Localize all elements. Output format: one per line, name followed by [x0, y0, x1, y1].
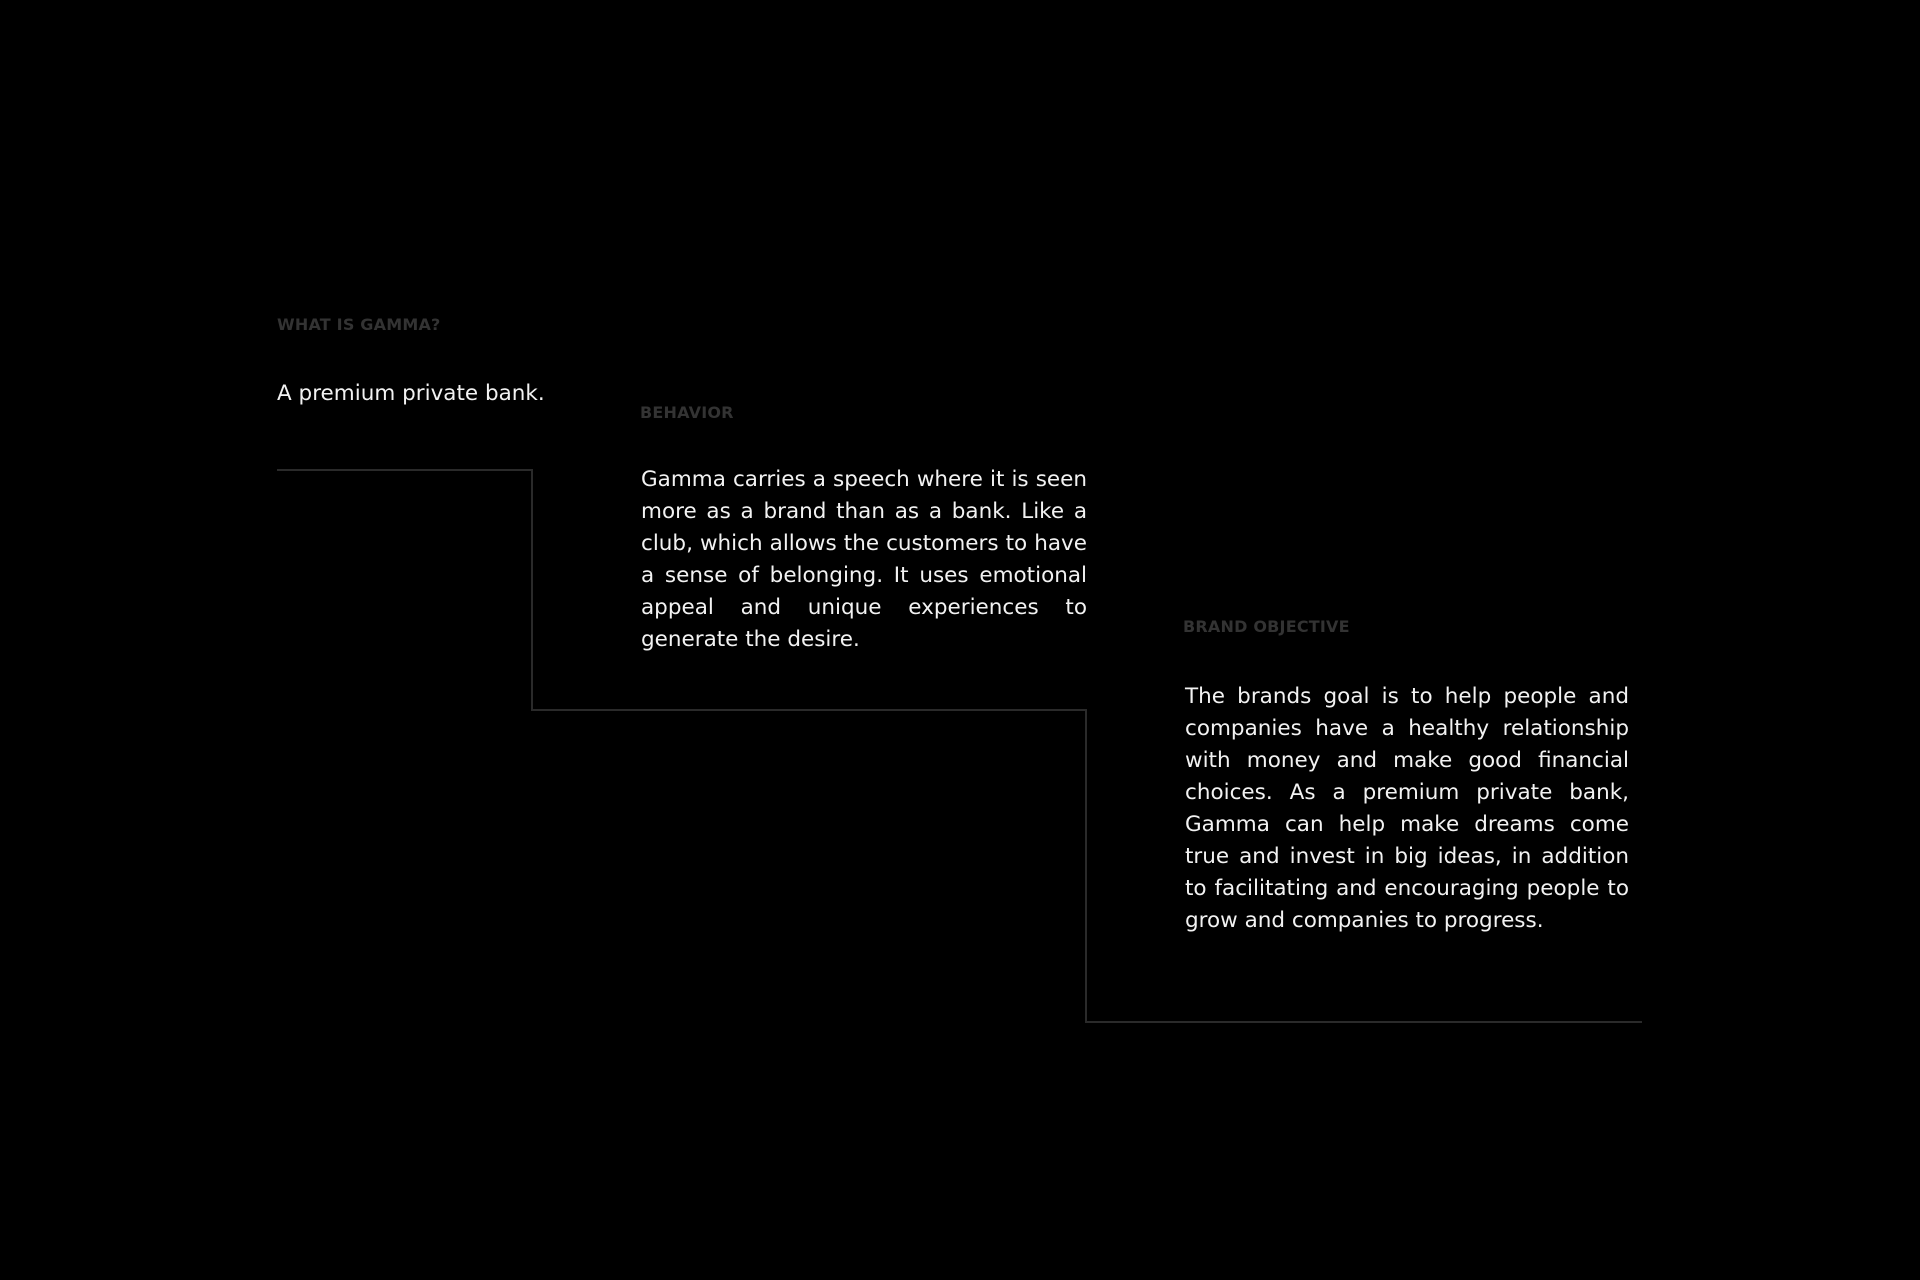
what-is-gamma-text: A premium private bank.: [277, 381, 545, 406]
behavior-label: BEHAVIOR: [640, 403, 734, 422]
brand-objective-text: The brands goal is to help people and companies have a healthy relationship with money and make good financial choices. As a premium private bank, Gamma can help make dreams come true and invest in big ideas, in addition to facilitating and encouraging people to grow and companies to progress.: [1185, 684, 1629, 933]
behavior-text: Gamma carries a speech where it is seen more as a brand than as a bank. Like a club, which allows the customers to have a sense of belonging. It uses emotional appeal and unique experiences to generate the desire.: [641, 467, 1087, 652]
brand-objective-label: BRAND OBJECTIVE: [1183, 617, 1350, 636]
what-is-gamma-label: WHAT IS GAMMA?: [277, 315, 441, 334]
